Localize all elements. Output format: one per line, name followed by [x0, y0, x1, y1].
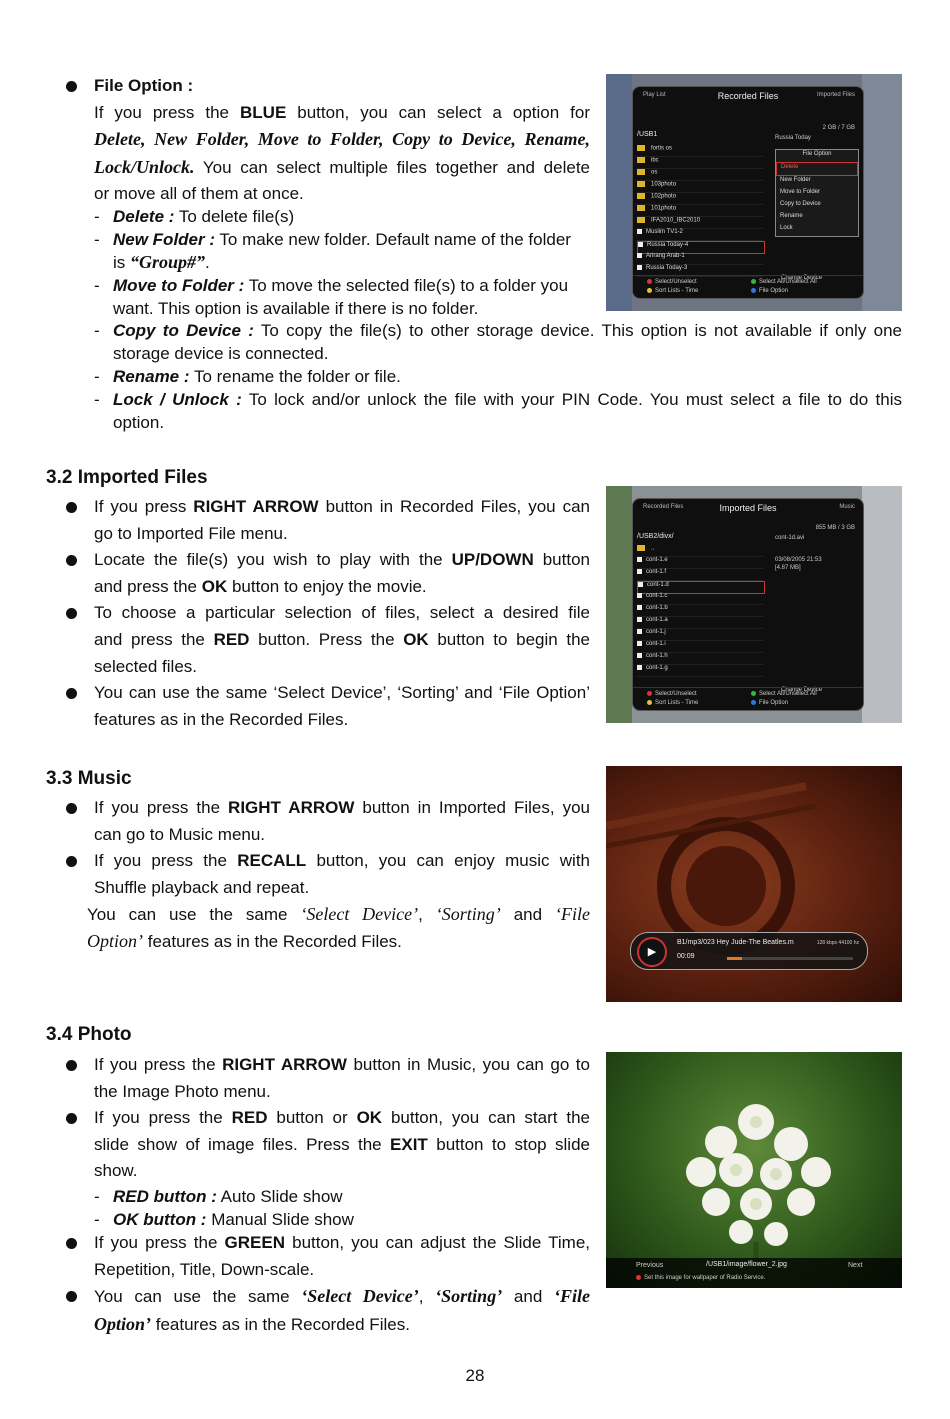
keyword: RIGHT ARROW	[193, 497, 319, 516]
keyword: RECALL	[237, 851, 307, 871]
text: To delete file(s)	[174, 207, 295, 226]
bullet-icon	[66, 688, 77, 699]
keyword: EXIT	[390, 1134, 428, 1154]
list-item: fortis os	[637, 145, 763, 157]
list-item: 103photo	[637, 181, 763, 193]
text: features as in the Recorded Files.	[94, 709, 349, 729]
photo-section	[94, 1052, 590, 1185]
photo-section-2	[94, 1230, 590, 1338]
menu-item: Lock	[780, 225, 793, 231]
music-note	[87, 901, 590, 955]
keyword: OK	[403, 629, 429, 649]
capacity: 2 GB / 7 GB	[822, 125, 855, 131]
text: the Image Photo menu.	[94, 1081, 271, 1101]
info: Russia Today	[775, 135, 811, 141]
keyword: GREEN	[224, 1233, 285, 1252]
item-delete: - Delete : To delete file(s)	[94, 207, 295, 226]
keyword: ‘Sorting’	[435, 1286, 503, 1307]
text: go to Imported File menu.	[94, 523, 288, 543]
text: features as in the Recorded Files.	[151, 1314, 410, 1334]
section-heading-photo: 3.4 Photo	[46, 1024, 132, 1045]
date: 03/08/2005 21:53	[775, 557, 822, 563]
options-list: Delete, New Folder, Move to Folder, Copy to Device, Rename,	[94, 129, 590, 150]
change-device: Change Device	[781, 687, 823, 693]
imported-files-screenshot	[606, 486, 902, 723]
text: button or	[267, 1108, 357, 1128]
list-item: ibc	[637, 157, 763, 169]
bullet-icon	[66, 81, 77, 92]
text: You can use the same ‘Select Device’, ‘Sorting’ and ‘File Option’	[94, 683, 590, 703]
text: button, you can start the	[382, 1108, 590, 1128]
item-lock-unlock: - Lock / Unlock : To lock and/or unlock the file with your PIN Code. You must select a file to do this	[94, 390, 902, 409]
text: You can use the same	[87, 905, 301, 924]
text: option.	[113, 413, 165, 432]
screen-title: Recorded Files	[717, 91, 779, 101]
text: features as in the Recorded Files.	[143, 932, 402, 951]
item-new-folder: - New Folder : To make new folder. Default name of the folder	[94, 230, 571, 249]
image-path: /USB1/image/flower_2.jpg	[706, 1261, 787, 1268]
text: button in Imported Files, you	[354, 798, 590, 817]
text: To make new folder. Default name of the folder	[215, 230, 571, 249]
keyword: OK	[201, 576, 228, 596]
path: /USB2/divx/	[637, 533, 674, 540]
section-heading-music: 3.3 Music	[46, 768, 132, 789]
file-option-items-wide	[94, 319, 902, 434]
previous-label: Previous	[636, 1262, 664, 1269]
text: or move all of them at once.	[94, 184, 304, 204]
keyword: RIGHT ARROW	[228, 798, 355, 817]
menu-item: Copy to Device	[780, 201, 821, 207]
menu-title: File Option	[802, 151, 832, 157]
flower-image	[606, 1052, 902, 1288]
keyword: OK	[356, 1108, 383, 1128]
list-item: cont-1.h	[637, 653, 763, 665]
text: button to enjoy the movie.	[227, 576, 427, 596]
screen-title: Imported Files	[719, 503, 777, 513]
text: storage device is connected.	[113, 344, 329, 363]
menu-item: Rename	[780, 213, 803, 219]
text: slide show of image files. Press the	[94, 1134, 391, 1154]
list-item: Russia Today-4	[637, 241, 765, 254]
text: If you press the	[94, 102, 240, 122]
list-item: cont-1.j	[637, 629, 763, 641]
list-item: cont-1.d	[637, 581, 765, 594]
section-heading-imported: 3.2 Imported Files	[46, 467, 208, 488]
text: Shuffle playback and repeat.	[94, 877, 310, 897]
nav-left: Play List	[643, 92, 666, 98]
footer-label: File Option	[759, 288, 789, 295]
keyword: ‘Sorting’	[435, 904, 501, 924]
text: button	[533, 550, 590, 570]
text: You can select multiple files together and delete	[194, 157, 590, 177]
label: Copy to Device :	[113, 321, 254, 340]
label: Move to Folder :	[113, 276, 245, 295]
list-item: Arirang Arab-1	[637, 253, 763, 265]
music-section	[94, 795, 590, 901]
text: button in Recorded Files, you can	[318, 497, 590, 516]
text: If you press	[94, 497, 194, 516]
text: ,	[418, 905, 436, 924]
keyword: ‘File	[554, 1286, 590, 1307]
footer-label: File Option	[759, 700, 789, 707]
item-move-folder: - Move to Folder : To move the selected file(s) to a folder you	[94, 276, 569, 295]
text: button. Press the	[249, 629, 404, 649]
keyword: Option’	[87, 931, 143, 951]
footer-label: Select All/Unselect All	[759, 279, 817, 286]
keyword: RED	[213, 629, 250, 649]
label: Lock / Unlock :	[113, 390, 242, 409]
blue-keyword: BLUE	[240, 102, 287, 122]
bullet-icon	[66, 502, 77, 513]
nav-left: Recorded Files	[643, 504, 684, 510]
bitrate: 128 kbps 44100 hz	[816, 940, 859, 946]
text: and	[502, 1287, 554, 1307]
music-player-bar	[630, 932, 868, 970]
text: To copy the file(s) to other storage device. This option is not available if only one	[253, 321, 902, 340]
text: button in Music, you can go to	[346, 1055, 590, 1074]
text: If you press the	[94, 1233, 225, 1252]
text: button, you can select a option for	[286, 102, 590, 122]
text: To choose a particular selection of files, select a desired file	[94, 603, 590, 623]
play-icon: ▶	[637, 937, 667, 967]
menu-item: Delete	[776, 162, 858, 176]
list-item: cont-1.e	[637, 557, 763, 569]
list-item: cont-1.f	[637, 569, 763, 581]
text: Repetition, Title, Down-scale.	[94, 1259, 315, 1279]
footer-label: Select/Unselect	[655, 279, 697, 286]
text: and	[500, 905, 556, 924]
text: If you press the	[94, 851, 238, 871]
text: button, you can enjoy music with	[306, 851, 591, 871]
file-option-items	[94, 205, 590, 320]
group-name: “Group#”	[130, 252, 206, 272]
footer-label: Select All/Unselect All	[759, 691, 817, 698]
text: show.	[94, 1161, 138, 1181]
keyword: ‘File	[555, 904, 590, 924]
progress-fill	[727, 957, 742, 960]
info: cont-1d.avi	[775, 535, 805, 541]
list-item: os	[637, 169, 763, 181]
text: To move the selected file(s) to a folder you	[244, 276, 569, 295]
menu-item: New Folder	[780, 177, 811, 183]
text: want. This option is available if there is no folder.	[113, 299, 479, 318]
text: button, you can adjust the Slide Time,	[285, 1233, 590, 1252]
nav-right: Imported Files	[816, 92, 855, 98]
item-rename: - Rename : To rename the folder or file.	[94, 367, 401, 386]
change-device: Change Device	[781, 275, 823, 281]
bullet-icon	[66, 608, 77, 619]
list-item: 102photo	[637, 193, 763, 205]
label: Delete :	[113, 207, 175, 226]
list-item: IFA2010_IBC2010	[637, 217, 763, 229]
next-label: Next	[848, 1262, 863, 1269]
keyword: Option’	[94, 1313, 152, 1334]
item-ok-button: - OK button : Manual Slide show	[94, 1210, 354, 1229]
text: and press the	[94, 629, 214, 649]
bullet-icon	[66, 1060, 77, 1071]
text: Auto Slide show	[216, 1187, 343, 1206]
list-item: Muslim TV1-2	[637, 229, 763, 241]
music-screenshot	[606, 766, 902, 1002]
list-item: Russia Today-3	[637, 265, 763, 277]
text: Manual Slide show	[206, 1210, 354, 1229]
text: To rename the folder or file.	[189, 367, 401, 386]
keyword: RED	[231, 1108, 268, 1128]
item-red-button: - RED button : Auto Slide show	[94, 1187, 343, 1206]
nav-right: Music	[839, 504, 855, 510]
recorded-files-screenshot	[606, 74, 902, 311]
text: If you press the	[94, 1055, 223, 1074]
text: button to stop slide	[427, 1134, 590, 1154]
list-item: cont-1.b	[637, 605, 763, 617]
text: To lock and/or unlock the file with your PIN Code. You must select a file to do this	[241, 390, 902, 409]
menu-item: Move to Folder	[780, 189, 821, 195]
file-option-menu	[775, 149, 859, 237]
file-option-section	[94, 73, 590, 208]
list-item: cont-1.c	[637, 593, 763, 605]
bullet-icon	[66, 1291, 77, 1302]
label: Rename :	[113, 367, 190, 386]
text: You can use the same	[94, 1287, 302, 1307]
label: OK button :	[113, 1210, 207, 1229]
track-title: B1/mp3/023 Hey Jude-The Beatles.m	[677, 939, 794, 946]
text: can go to Music menu.	[94, 824, 266, 844]
bullet-icon	[66, 803, 77, 814]
footer-label: Sort Lists - Time	[655, 288, 699, 295]
footer-label: Sort Lists - Time	[655, 700, 699, 707]
text: ,	[418, 1287, 436, 1307]
label: New Folder :	[113, 230, 216, 249]
bullet-icon	[66, 555, 77, 566]
item-copy-device: - Copy to Device : To copy the file(s) to other storage device. This option is not available if only one	[94, 321, 902, 340]
elapsed-time: 00:09	[677, 953, 695, 960]
keyword: ‘Select Device’	[300, 904, 419, 924]
bullet-icon	[66, 856, 77, 867]
text: Locate the file(s) you wish to play with the	[94, 550, 452, 570]
text: is	[113, 253, 130, 272]
capacity: 855 MB / 3 GB	[815, 525, 855, 531]
bullet-icon	[66, 1238, 77, 1249]
text: If you press the	[94, 798, 229, 817]
keyword: UP/DOWN	[451, 550, 534, 570]
keyword: RIGHT ARROW	[222, 1055, 347, 1074]
photo-screenshot	[606, 1052, 902, 1288]
lock-unlock-keyword: Lock/Unlock.	[94, 156, 195, 177]
photo-osd-bar	[606, 1258, 902, 1288]
list-item: 101photo	[637, 205, 763, 217]
keyword: ‘Select Device’	[301, 1286, 419, 1307]
list-item: cont-1.a	[637, 617, 763, 629]
path: /USB1	[637, 131, 658, 138]
file-option-title: File Option :	[94, 76, 194, 95]
label: RED button :	[113, 1187, 217, 1206]
list-item: ..	[637, 545, 763, 557]
list-item: cont-1.i	[637, 641, 763, 653]
text: button to begin the	[428, 629, 590, 649]
list-item: cont-1.g	[637, 665, 763, 677]
text: selected files.	[94, 656, 197, 676]
page-number: 28	[465, 1366, 485, 1385]
progress-track	[727, 957, 853, 960]
size: [4.87 MB]	[775, 565, 801, 571]
footer-label: Select/Unselect	[655, 691, 697, 698]
photo-subitems	[94, 1185, 590, 1231]
text: .	[205, 253, 210, 272]
bullet-icon	[66, 1113, 77, 1124]
text: If you press the	[94, 1108, 232, 1128]
wallpaper-hint: Set this image for wallpaper of Radio Service.	[644, 1275, 766, 1282]
text: and press the	[94, 576, 202, 596]
imported-section	[94, 494, 590, 733]
